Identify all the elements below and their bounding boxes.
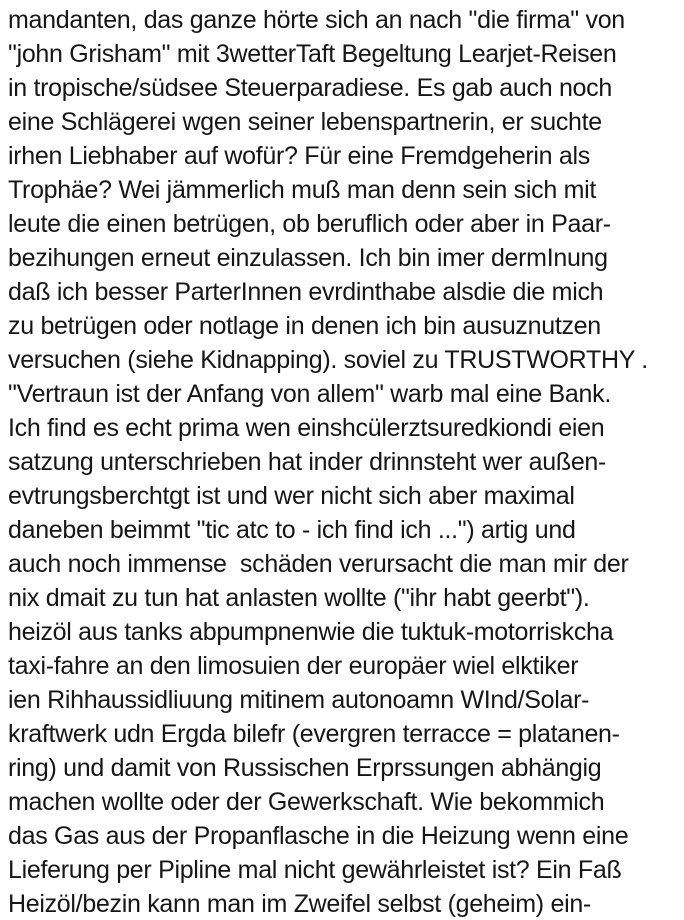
text-line: Heizöl/bezin kann man im Zweifel selbst (geheim) ein-	[8, 890, 591, 918]
text-line: kraftwerk udn Ergda bilefr (evergren terracce = platanen-	[8, 720, 620, 748]
text-line: ring) und damit von Russischen Erprssungen abhängig	[8, 754, 602, 782]
text-line: das Gas aus der Propanflasche in die Heizung wenn eine	[8, 822, 629, 850]
text-line: mandanten, das ganze hörte sich an nach "die firma" von	[8, 6, 625, 34]
text-line: ien Rihhaussidliuung mitinem autonoamn WInd/Solar-	[8, 686, 590, 714]
text-line: daß ich besser ParterInnen evrdinthabe alsdie die mich	[8, 278, 604, 306]
text-line: versuchen (siehe Kidnapping). soviel zu TRUSTWORTHY .	[8, 346, 648, 374]
text-line: nix dmait zu tun hat anlasten wollte ("ihr habt geerbt").	[8, 584, 590, 612]
text-line: taxi-fahre an den limosuien der europäer wiel elktiker	[8, 652, 579, 680]
text-line: zu betrügen oder notlage in denen ich bin ausuznutzen	[8, 312, 601, 340]
document-text-block	[8, 3, 684, 920]
text-line: auch noch immense schäden verursacht die man mir der	[8, 550, 629, 578]
text-line: "Vertraun ist der Anfang von allem" warb mal eine Bank.	[8, 380, 611, 408]
text-line: in tropische/südsee Steuerparadiese. Es gab auch noch	[8, 74, 612, 102]
text-line: eine Schlägerei wgen seiner lebenspartnerin, er suchte	[8, 108, 602, 136]
text-line: bezihungen erneut einzulassen. Ich bin imer dermInung	[8, 244, 608, 272]
text-line: heizöl aus tanks abpumpnenwie die tuktuk-motorriskcha	[8, 618, 614, 646]
text-line: evtrungsberchtgt ist und wer nicht sich aber maximal	[8, 482, 575, 510]
text-line: satzung unterschrieben hat inder drinnsteht wer außen-	[8, 448, 607, 476]
text-line: irhen Liebhaber auf wofür? Für eine Fremdgeherin als	[8, 142, 590, 170]
text-line: daneben beimmt "tic atc to - ich find ich ...") artig und	[8, 516, 576, 544]
text-line: leute die einen betrügen, ob beruflich oder aber in Paar-	[8, 210, 611, 238]
text-line: Lieferung per Pipline mal nicht gewährleistet ist? Ein Faß	[8, 856, 622, 884]
text-line: Ich find es echt prima wen einshcülerztsuredkiondi eien	[8, 414, 605, 442]
text-line: machen wollte oder der Gewerkschaft. Wie bekommich	[8, 788, 605, 816]
text-line: "john Grisham" mit 3wetterTaft Begeltung Learjet-Reisen	[8, 40, 617, 68]
text-line: Trophäe? Wei jämmerlich muß man denn sein sich mit	[8, 176, 597, 204]
